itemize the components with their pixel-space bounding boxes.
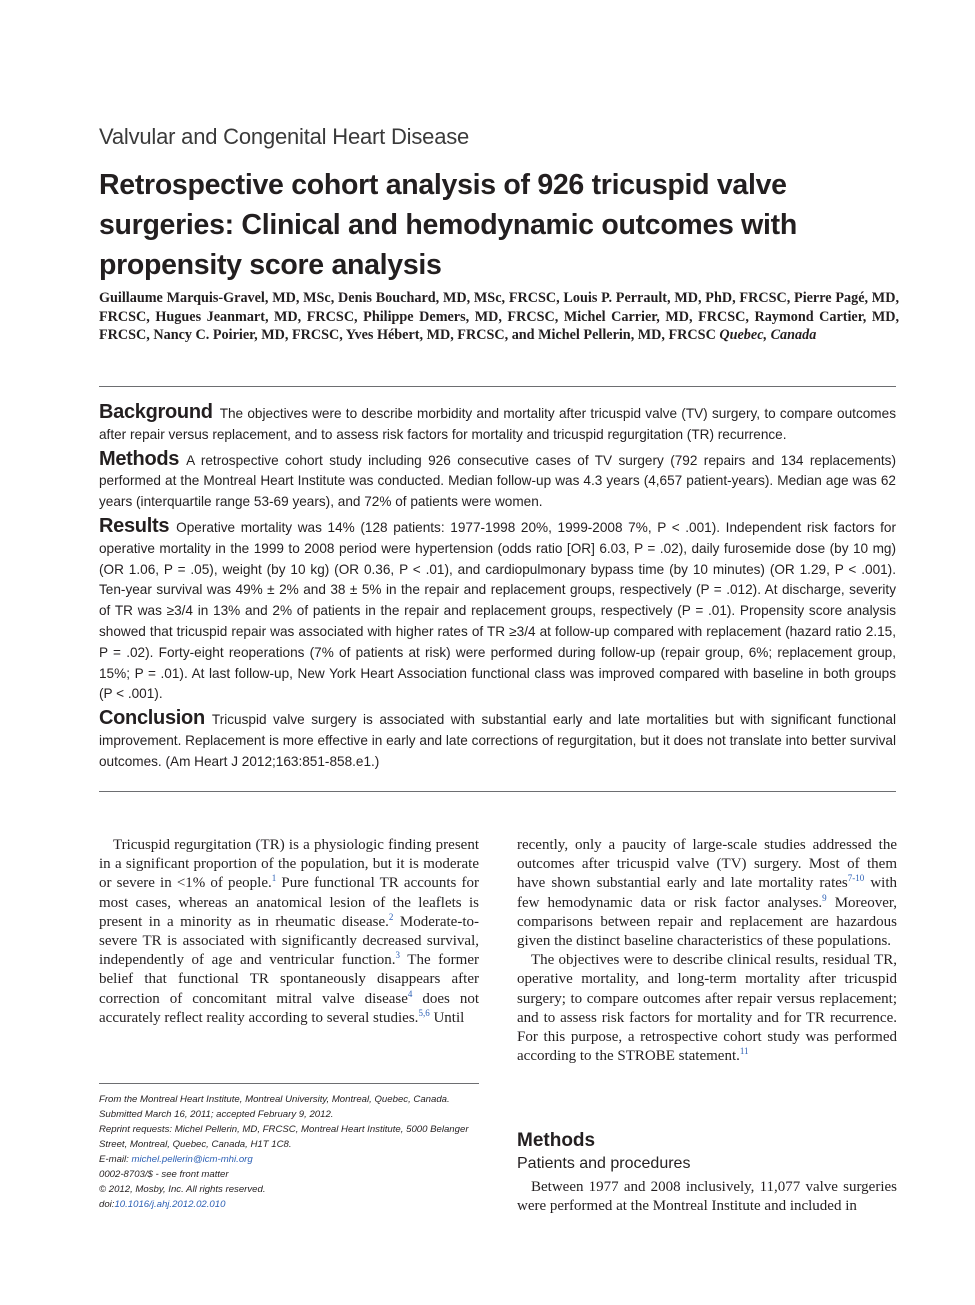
- intro-text: Tricuspid regurgitation (TR) is a physiologic finding present in a significant proportion of the population, but it is moderate or severe in <1% of people.: [99, 837, 479, 892]
- abstract-methods-text: A retrospective cohort study including 926 consecutive cases of TV surgery (792 repairs and 134 replacements) performed at the Montreal Heart Institute was conducted. Median follow-up was 4.3 years (4,657 patient-years). Median age was 62 years (interquartile range 53-69 years), and 72% of patients were women.: [99, 452, 896, 510]
- abstract-background: [99, 402, 896, 446]
- intro-text: Until: [429, 1009, 465, 1026]
- abstract-methods-heading: Methods: [99, 447, 180, 470]
- body-column-left: [99, 836, 479, 1028]
- article-title: Retrospective cohort analysis of 926 tricuspid valve surgeries: Clinical and hemodynamic outcomes with propensity score analysis: [99, 169, 797, 281]
- intro-paragraph-1: [99, 836, 479, 1028]
- abstract-results: [99, 516, 896, 705]
- methods-heading: Methods: [517, 1130, 596, 1151]
- email-link[interactable]: michel.pellerin@icm-mhi.org: [131, 1154, 253, 1165]
- methods-subheading: Patients and procedures: [517, 1155, 691, 1172]
- reference-link[interactable]: 3: [395, 950, 400, 961]
- footnote-issn: 0002-8703/$ - see front matter: [99, 1169, 229, 1180]
- reference-link[interactable]: 2: [388, 911, 394, 922]
- methods-paragraph-1: Between 1977 and 2008 inclusively, 11,077 valve surgeries were performed at the Montreal Institute and included in: [517, 1179, 897, 1215]
- intro-text: The former belief that functional TR spontaneously disappears after correction of concomitant mitral valve disease: [99, 952, 479, 1007]
- reference-link[interactable]: 11: [739, 1046, 749, 1057]
- intro-paragraph-2: [517, 951, 897, 1066]
- intro-text: The objectives were to describe clinical results, residual TR, operative mortality, and long-term mortality after tricuspid surgery; to compare outcomes after repair versus replacement; and to assess risk factors for mortality and for TR recurrence. For this purpose, a retrospective cohort study was performed according to the STROBE statement.: [517, 952, 897, 1065]
- intro-text: recently, only a paucity of large-scale studies addressed the outcomes after tricuspid valve (TV) surgery. Most of them have shown substantial early and late mortality rates: [517, 837, 897, 892]
- footnote-copyright: © 2012, Mosby, Inc. All rights reserved.: [99, 1184, 266, 1195]
- author-list: [99, 289, 899, 345]
- abstract-results-text: Operative mortality was 14% (128 patients: 1977-1998 20%, 1999-2008 7%, P < .001). Independent risk factors for operative mortality in the 1999 to 2008 period were hypertension (odds ratio [OR] 6.03, P = .02), daily furosemide dose (by 10 mg) (OR 1.06, P = .05), weight (by 10 kg) (OR 0.36, P < .01), and cardiopulmonary bypass time (by 10 minutes) (OR 1.29, P < .001). Ten-year survival was 49% ± 2% and 38 ± 5% in the repair and replacement groups, respectively (P = .012). At discharge, severity of TR was ≥3/4 in 13% and 2% of patients in the repair and replacement groups, respectively (P = .01). Propensity score analysis showed that tricuspid repair was associated with higher rates of TR ≥3/4 at follow-up compared with replacement (hazard ratio 2.15, P = .02). Forty-eight reoperations (7% of patients at risk) were performed during follow-up (repair group, 6%; replacement group, 15%; P = .01). At last follow-up, New York Heart Association functional class was improved compared with baseline in both groups (P < .001).: [99, 519, 896, 702]
- intro-paragraph-1-continued: [517, 836, 897, 951]
- reference-link[interactable]: 4: [407, 988, 413, 999]
- reference-link[interactable]: 9: [822, 892, 827, 903]
- abstract-background-heading: Background: [99, 401, 213, 423]
- abstract-conclusion-heading: Conclusion: [99, 707, 205, 730]
- email-label: E-mail:: [99, 1154, 132, 1165]
- reference-link[interactable]: 5,6: [418, 1007, 430, 1018]
- intro-text: with few hemodynamic data or risk factor analyses.: [517, 875, 897, 911]
- abstract-conclusion-text: Tricuspid valve surgery is associated with substantial early and late mortalities but with significant functional improvement. Replacement is more effective in early and late corrections of regurgitation, but it does not translate into better survival outcomes. (Am Heart J 2012;163:851-858.e1.): [99, 712, 896, 769]
- abstract-bottom-rule: [99, 791, 896, 792]
- footnote-doi: [99, 1197, 479, 1212]
- methods-column: [517, 1178, 897, 1216]
- authors-text: Guillaume Marquis-Gravel, MD, MSc, Denis Bouchard, MD, MSc, FRCSC, Louis P. Perrault, MD, PhD, FRCSC, Pierre Pagé, MD, FRCSC, Hugues Jeanmart, MD, FRCSC, Philippe Demers, MD, FRCSC, Michel Carrier, MD, FRCSC, Raymond Cartier, MD, FRCSC, Nancy C. Poirier, MD, FRCSC, Yves Hébert, MD, FRCSC, and Michel Pellerin, MD, FRCSC: [99, 290, 899, 343]
- footnote-email: [99, 1152, 479, 1167]
- footnote-submitted: Submitted March 16, 2011; accepted February 9, 2012.: [99, 1109, 334, 1120]
- abstract-top-rule: [99, 386, 896, 387]
- footnote-rule: [99, 1083, 479, 1084]
- doi-label: doi:: [99, 1199, 115, 1210]
- intro-text: does not accurately reflect reality according to several studies.: [99, 990, 479, 1026]
- abstract: [99, 402, 896, 776]
- intro-text: Moreover, comparisons between repair and replacement are hazardous given the distinct baseline characteristics of these populations.: [517, 894, 897, 950]
- footnote-reprint: Reprint requests: Michel Pellerin, MD, FRCSC, Montreal Heart Institute, 5000 Belanger Street, Montreal, Quebec, Canada, H1T 1C8.: [99, 1124, 469, 1150]
- abstract-conclusion: [99, 708, 896, 772]
- footnote-affiliation: From the Montreal Heart Institute, Montreal University, Montreal, Quebec, Canada.: [99, 1094, 450, 1105]
- body-column-right: [517, 836, 897, 1066]
- doi-link[interactable]: 10.1016/j.ahj.2012.02.010: [114, 1199, 226, 1210]
- author-location: Quebec, Canada: [719, 327, 817, 343]
- reference-link[interactable]: 1: [271, 873, 277, 884]
- abstract-methods: [99, 449, 896, 513]
- reference-link[interactable]: 7-10: [847, 873, 865, 884]
- abstract-background-text: The objectives were to describe morbidity and mortality after tricuspid valve (TV) surgery, to compare outcomes after repair versus replacement, and to assess risk factors for mortality and tricuspid regurgitation (TR) recurrence.: [99, 406, 896, 442]
- intro-text: Pure functional TR accounts for most cases, whereas an anatomical lesion of the leaflets is present in a minority as in rheumatic disease.: [99, 875, 479, 930]
- footnotes: [99, 1092, 479, 1212]
- section-label: Valvular and Congenital Heart Disease: [99, 124, 470, 149]
- intro-text: Moderate-to-severe TR is associated with significantly decreased survival, independently of age and ventricular function.: [99, 913, 479, 969]
- abstract-results-heading: Results: [99, 514, 170, 537]
